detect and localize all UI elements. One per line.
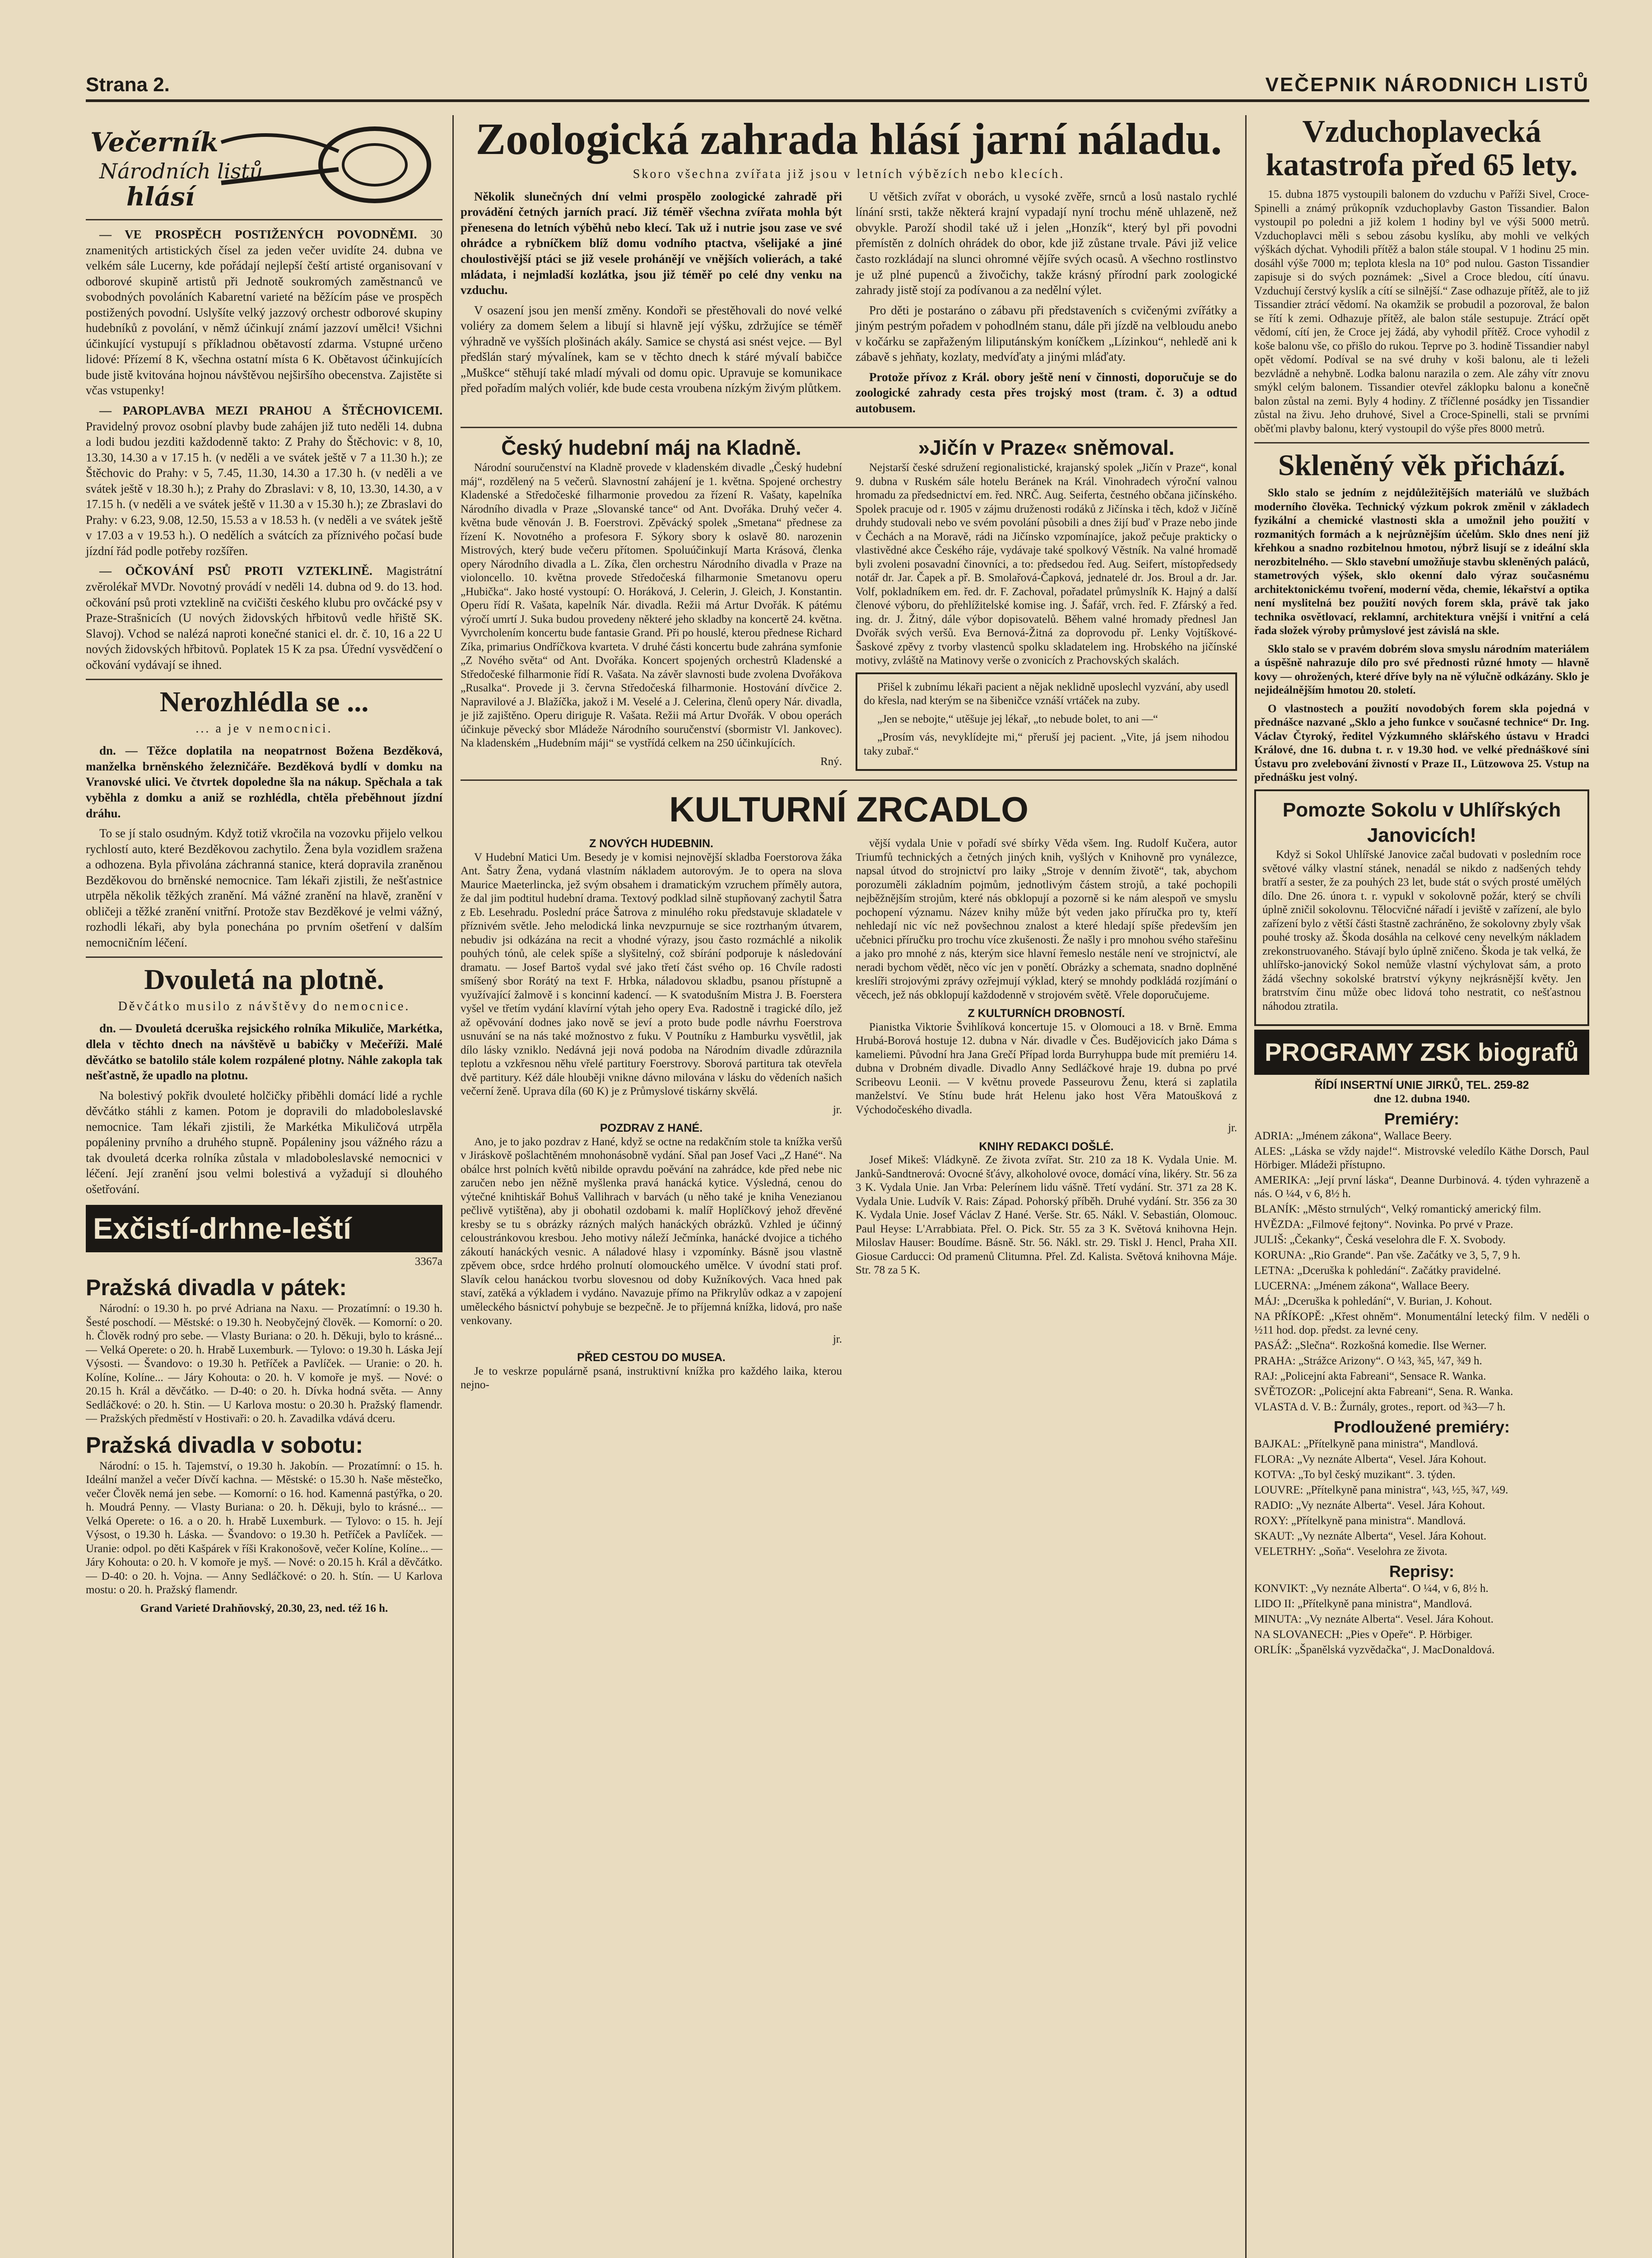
cinema-listing: ADRIA: „Jménem zákona“, Wallace Beery. (1254, 1130, 1452, 1143)
divider (86, 956, 442, 958)
ad-code: 3367a (414, 1255, 442, 1268)
prodlouzene-head: Prodloužené premiéry: (1333, 1418, 1510, 1437)
cinema-listing: LUCERNA: „Jménem zákona“, Wallace Beery. (1254, 1280, 1470, 1292)
cinema-listing: BLANÍK: „Město strnulých“, Velký romantický americký film. (1254, 1203, 1541, 1216)
headline-dvouleta: Dvouletá na plotně. (144, 963, 384, 996)
reprisy-head: Reprisy: (1389, 1562, 1455, 1581)
joke-line: „Jen se nebojte,“ utěšuje jej lékař, „to nebude bolet, to ani —“ (877, 713, 1158, 725)
kz-para: Josef Mikeš: Vládkyně. Ze života zvířat. Str. 210 za 18 K. Vydala Unie. M. Janků-Sandtnerová: Ovocné šťávy, alkoholové ovoce, domácí vína, likéry. Str. 56 za 3 K. Vydala Unie. Jan Vrba: Pelerínem lidu vášně. Třetí vydání. Str. 371 za 28 K. Vydala Unie. Ludvík V. Rais: Západ. Pohorský příběh. Druhé vydání. Str. 356 za 30 K. Vydala Unie. Josef Václav Z Hané. Verše. Str. 65. Nákl. V. Sebastián, Olomouc. Paul Heyse: L'Arrabbiata. Přel. O. Pick. Str. 55 za 3 K. Světová knihovna Hejn. Miloslav Hauser: Boudíme. Básně. Str. 56. Nákl. str. 29. Tiskl J. Hencl, Praha XII. Giosue Carducci: Od pramenů Clitumna. Přel. Zd. Kalista. Světová knihovna Máje. Str. 78 za 5 K. (856, 1154, 1237, 1277)
column-left (86, 115, 442, 1620)
premiery-list (1254, 1129, 1589, 1414)
cinema-listing: JULIŠ: „Čekanky“, Česká veselohra dle F. X. Svobody. (1254, 1234, 1506, 1246)
kulturni-zrcadlo (461, 837, 1237, 1397)
dentist-joke-box (856, 672, 1237, 771)
cinema-listing: SVĚTOZOR: „Policejní akta Fabreani“, Sena. R. Wanka. (1254, 1386, 1513, 1398)
headline-nerozhledla: Nerozhlédla se ... (159, 686, 369, 718)
sokol-box (1254, 789, 1589, 1026)
kz-col-b (856, 837, 1237, 1397)
cinema-listing: LIDO II: „Přítelkyně pana ministra“, Mandlová. (1254, 1598, 1472, 1610)
item-ockovani (86, 563, 442, 672)
cinema-listing: RAJ: „Policejní akta Fabreani“, Sensace R. Wanka. (1254, 1370, 1486, 1383)
cinema-listing: NA PŘÍKOPĚ: „Křest ohněm“. Monumentální letecký film. V neděli o ½11 hod. dop. předst. za levné ceny. (1254, 1311, 1589, 1337)
programy-banner: PROGRAMY ZSK biografů (1254, 1030, 1589, 1075)
programy-sub: ŘÍDÍ INSERTNÍ UNIE JIRKŮ, TEL. 259-82 (1314, 1079, 1529, 1092)
middle-articles (461, 434, 1237, 773)
theatre-friday-list: Národní: o 19.30 h. po prvé Adriana na Naxu. — Prozatímní: o 19.30 h. Šesté poschodí. — Městské: o 19.30 h. Neobyčejný člověk. — Komorní: o 20. h. Člověk rodný pro sebe. — Vlasty Buriana: o 20. h. Děkuji, bylo to krásné... — Velká Operete: o 20. h. Hrabě Luxemburk. — Tylovo: o 19.30 h. Láska Její Výsosti. — Švandovo: o 19.30 h. Petříček a Pavlíček. — Uranie: o 20. h. Kolíne, Kolíne... — Járy Kohouta: o 20. h. V komoře je myš. — Nové: o 20.15 h. Král a děvčátko. — D-40: o 20. h. Dívka hodná světa. — Anny Sedláčkové: o 20. h. Stin. — U Karlova mostu: o 20.30 h. Pražský flamendr. — Pražských předměstí v Hostivaři: o 20. h. Zavadilka vdává dceru. (86, 1302, 442, 1425)
cinema-listing: SKAUT: „Vy neznáte Alberta“, Vesel. Jára Kohout. (1254, 1530, 1487, 1543)
kz-para: vější vydala Unie v pořadí své sbírky Věda všem. Ing. Rudolf Kučera, autor Triumfů technických a četných jiných knih, vyšlých v Knihovně pro vynálezce, napsal útvod do strojnictví pro laiky „Stroje v denním životě“, tak, abychom porozuměli základním pojmům, jednotlivým částem strojů, a také pochopili nejběžnějším strojům, které nás obklopují a pozorně si ke nám alespoň ve smyslu pochopení významu. Název knihy může být veden jako příručka pro ty, kteří nehledají nic víc než povšechnou znalost a které hledají spíše především jen učebnici příručku pro trochu více zkušenosti. Že našly i pro mnohou svého stařešinu a jako pro mnohé z nás, kterým sice hlavní řemeslo nestále není ve strojnictví, ale neradi bychom vědět, něco víc jen v ponětí. Obrázky a schemata, snadno doplněné kreslíři strojovými zprávy ozřejmují výklad, který se mnohdy podkládá rozjímání o věcech, jež nás obklopují každodenně v strojovém světě. Vřele doporučujeme. (856, 837, 1237, 1001)
cinema-listing: VLASTA d. V. B.: Žurnály, grotes., report. od ¾3—7 h. (1254, 1401, 1506, 1414)
theatre-friday-title: Pražská divadla v pátek: (86, 1275, 347, 1301)
article-body: Když si Sokol Uhlířské Janovice začal budovati v posledním roce světové války vlastní stánek, nenadál se nikdo z nadšených tehdy bratří a sester, že za pouhých 23 let, bude stát o svých prosté umělých dílo. Dne 26. února t. r. vypukl v sokolovně požár, který se chvíli úplně zničil sokolovnu. Tělocvičné nářadí i jeviště v zařízení, ale bylo zařízení bylo z větší části štastně zachráněno, že sokolovny zbyly však pouhé trosky až. Škoda dosáhla na celkové ceny nevelkým nákladem zrekonstruovaného. Stávají bylo úplně zničeno. Škoda je tak velká, že uhlířsko-janovický Sokol nemůže vlastní výchylovat sám, a proto žádá všechny sokolské bratrství výkyny nejkrásnější květy. Jen bratrstvím činu může obec lidová toho nestratit, co nešťastnou náhodou ztratila. (1262, 849, 1582, 1012)
cinema-listing: MINUTA: „Vy neznáte Alberta“. Vesel. Jára Kohout. (1254, 1613, 1494, 1626)
programy-date: dne 12. dubna 1940. (1373, 1092, 1470, 1105)
zoo-subheadline: Skoro všechna zvířata již jsou v letních výbězích nebo klecích. (633, 167, 1065, 181)
item-paroplavba (86, 403, 442, 559)
kz-section-head: PŘED CESTOU DO MUSEA. (577, 1351, 726, 1364)
headline-zoo: Zoologická zahrada hlásí jarní náladu. (475, 114, 1222, 164)
column-right (1254, 115, 1589, 1659)
zoo-col-b (856, 189, 1237, 421)
ex-advertisement: Exčistí-drhne-leští (86, 1205, 442, 1252)
divider (461, 427, 1237, 428)
item-title: — VE PROSPĚCH POSTIŽENÝCH POVODNĚMI. (99, 228, 417, 241)
divider (86, 679, 442, 680)
running-header (86, 72, 1589, 102)
item-title: — PAROPLAVBA MEZI PRAHOU A ŠTĚCHOVICEMI. (99, 404, 442, 418)
signature: jr. (833, 1103, 842, 1116)
cinema-listing: FLORA: „Vy neznáte Alberta“, Vesel. Jára Kohout. (1254, 1453, 1486, 1466)
article-body: 15. dubna 1875 vystoupili balonem do vzduchu v Paříži Sivel, Croce-Spinelli a známý průkopník vzduchoplavby Gaston Tissandier. Balon vystoupil po poledni a již kolem 1 hodiny byl ve výši 5000 metrů. Vzduchoplavci měli s sebou zásobu kyslíku, aby mohli ve velkých výškách dýchat. Vyhodili přítěž a balon stále stoupal. V 1 hodinu 25 min. dosáhl výše 7000 m; teplota klesla na 10° pod nulou. Gaston Tissandier zapisuje si do svých poznámek: „Sivel a Croce bledou, cítí únavu. Vzduchují čerstvý kyslík a cítí se silnější.“ Zase odhazuje přítěž, ale to již Tissandier ztrácí vědomí. Na okamžik se probudil a pozoroval, že balon se řítí k zemi. Odhazuje přítěž, ale balon stále sestupuje. Ztrácí opět vědomí, cítí jen, že Croce jej žádá, aby vyhodil přítěž. Croce vyhodil z koše balonu vše, co přišlo do rukou. Teprve po 3. hodině Tissandier nabyl opět vědomí. Podíval se na své druhy v koši balonu, ale ti leželi bezvládně a nehybně. Lodka balonu narazila o zem. Ale záhy vítr znovu smýkl celým balonem. Tissandier otevřel záklopku balonu a konečně balon zůstal na zemi. Byly 4 hodiny. Z tříčlenné posádky jen Tissandier zůstal na živu. Jeho druhové, Sivel a Croce-Spinelli, stali se prvními oběťmi plavby balonu, který vystoupil do výše přes 8000 metrů. (1254, 188, 1589, 435)
cinema-listing: VELETRHY: „Soňa“. Veselohra ze života. (1254, 1545, 1447, 1558)
article-lead: dn. — Těžce doplatila na neopatrnost Božena Bezděková, manželka brněnského železničáře. Bezděková bydlí v domku na Vranovské ulici. Ve čtvrtek dopoledne šla na nákup. Spěchala a tak vyběhla z domku a aniž se rozhlédla, chtěla přeběhnout jízdní dráhu. (86, 744, 442, 820)
vecernik-hlasi-logo (86, 115, 442, 220)
theatre-saturday-title: Pražská divadla v sobotu: (86, 1432, 363, 1458)
headline-sokol: Pomozte Sokolu v Uhlířských Janovicích! (1282, 798, 1561, 847)
item-body: Magistrátní zvěrolékař MVDr. Novotný provádí v neděli 14. dubna od 9. do 13. hod. očkování psů proti vzteklině na cvičišti českého klubu pro ovčácké psy v Praze-Strašnicích (U nových židovských hřbitovů vedle hřiště SK. Slavoj). Vchod se nalézá naproti konečné stanici el. dr. č. 10, 16 a 22 U nových židovských hřbitovů. Poplatek 15 K za psa. Úřední vysvědčení o očkování vydávají se ihned. (86, 564, 442, 672)
kz-para: Ano, je to jako pozdrav z Hané, když se octne na redakčním stole ta knížka veršů v Jiráskově pošlachtěném mnohonásobně vydání. Sňal pan Josef Vaci „Z Hané“. Na obálce hrst polních květů nibilde opravdu poěvání na zahrádce, kde před nebe nic zaručen nebo jen něžně myšlenka pravá hanácká kytice. Výsledná, cenou do výtečné knihtiskář Bohuš Vallihrach v barvách (u něho také je kniha Venezianou pečlivě vytištěna), aby ji obohatil ozdobami k. malíř Hoplíčkový jehož dřevěné kresby se tu s obrázky rázných malých hanáckých obrázků. Vzhled je účinný celoustránkovou kresbou. Jeho motivy náleží Ječmínka, hanácké dvojice a tichého zákoutí hanáckých vesnic. A náladové hlasy i vzpomínky. Básně jsou vlastně zpěvem obce, srdce hrdého prolnutí olomouckého umělce. V úvodní stati prof. Slavík celou hanáckou tvorbu slovesnou od doby Kužníkových. Vaca hned pak staví, zatěká a výkladem i vydáno. Navazuje přímo na Přikrylův odkaz a v zapojení uměleckého básnictví pohybuje se bezpečně. Je to příjemná knížka, lidová, pro naše venkovany. (461, 1135, 842, 1327)
subheadline: ... a je v nemocnici. (195, 721, 333, 736)
joke-line: „Prosím vás, nevyklídejte mi,“ přeruší jej pacient. „Vite, já jsem nihodou taky zubař.“ (864, 731, 1229, 757)
article-body: Sklo stalo se v pravém dobrém slova smyslu národním materiálem a úspěšně nahrazuje dílo pro své přednosti různé hmoty — hlavně kovy — ohrožených, které dříve byly na ně výlučně odkázány. Sklo je nejideálnějším hmotou 20. století. (1254, 643, 1589, 697)
variete-notice: Grand Varieté Drahňovský, 20.30, 23, ned. též 16 h. (140, 1602, 388, 1614)
joke-text: Přišel k zubnímu lékaři pacient a nějak neklidně uposlechl vyzvání, aby usedl do křesla, nad kterým se na šibeničce vznáší vrtáček na zuby. (864, 681, 1229, 707)
cinema-listing: ORLÍK: „Španělská vyzvědačka“, J. MacDonaldová. (1254, 1644, 1495, 1656)
theatre-saturday-list: Národní: o 15. h. Tajemství, o 19.30 h. Jakobín. — Prozatímní: o 15. h. Ideální manžel a večer Dívčí kachna. — Městské: o 15.30 h. Naše městečko, večer Člověk nemá jen sebe. — Komorní: o 16. hod. Kamenná pastýřka, o 20. h. Moudrá Penny. — Vlasty Buriana: o 20. h. Děkuji, bylo to krásné... — Velká Operete: o 16. a o 20. h. Hrabě Luxemburk. — Tylovo: o 15. h. Její Výsost, o 19.30 h. Láska. — Švandovo: o 19.30 h. Petříček a Pavlíček. — Uranie: odpol. po děti Kašpárek v říši Krakonošově, večer Kolíne, Kolíne... — Járy Kohouta: o 20. h. V komoře je myš. — Nové: o 20.15 h. Král a děvčátko. — D-40: o 20. h. Vojna. — Anny Sedláčkové: o 20. h. Stín. — U Karlova mostu: o 20. h. Pražský flamendr. (86, 1460, 442, 1596)
cinema-listing: KONVIKT: „Vy neznáte Alberta“. O ¼4, v 6, 8½ h. (1254, 1582, 1489, 1595)
cinema-listing: ALES: „Láska se vždy najde!“. Mistrovské veledílo Käthe Dorsch, Paul Hörbiger. Mládeži přístupno. (1254, 1145, 1589, 1171)
article-body: Sklo stalo se jedním z nejdůležitějších materiálů ve službách moderního člověka. Technický výzkum pokrok změnil v základech fyzikální a chemické vlastnosti skla a umožnil jeho použití v rozmanitých formách a k nejrůznějším účelům. Sklo dnes není již křehkou a snadno rozbitelnou hmotou, nýbrž lisují se z ideální skla nerozbitelného. — Sklo stavební umožňuje stavbu skleněných paláců, stametrových výšek, sklo okenní dalo výraz současnému architektonickému tvoření, moderní věda, chemie, lékařství a optika není myslitelná bez použití nových forem skla, právě tak jako technika osvětlovací, reklamní, architektura vnější i vnitřní a celá řada složek výroby průmyslové jest závislá na skle. (1254, 487, 1589, 637)
kz-section-head: KNIHY REDAKCI DOŠLÉ. (979, 1140, 1114, 1153)
zoo-para: V osazení jsou jen menší změny. Kondoři se přestěhovali do nové velké voliéry za domem šelem a libují si hlavně její výšku, zdržujíce se téměř výhradně ve vyšších plošinách akály. Samice se chystá asi snést vejce. — Byl předšlán starý mývalínek, kam se v těchto dnech k stáré mývalí babičce „Muškce“ stěhují také mladí mývali od domu opic. Upravuje se komunikace před pořadím malých voliér, kde bude cesta vroubena nízkým živým plůtkem. (461, 303, 842, 395)
zoo-para: Pro děti je postaráno o zábavu při představeních s cvičenými zvířátky a jiným pestrým pořadem v pohodlném stanu, dále při jízdě na velbloudu anebo v kočárku se zapřaženým liliputánským koníčkem „Lízinkou“, nehledě ani k zábavě s jehňaty, kozlaty, medvíďaty a jinými mláďaty. (856, 303, 1237, 364)
zoo-para: Několik slunečných dní velmi prospělo zoologické zahradě při provádění četných jarních prací. Již téměř všechna zvířata mohla být přenesena do letních výběhů nebo klecí. Tak už i nutrie jsou zase ve své ohrádce a rybníčkem blíž domu vodního ptactva, všelijaké a jiné choulostivější ptáci se již vesele prohánějí ve vnějších volierách, a také mládata, i nejmladší kozlátka, jsou již téměř po celé dny venku na vzduchu. (461, 189, 842, 297)
cinema-listing: LETNA: „Dceruška k pohledání“. Začátky pravidelné. (1254, 1264, 1501, 1277)
signature: jr. (1228, 1122, 1237, 1134)
page-number: Strana 2. (86, 74, 170, 96)
cinema-listing: KOTVA: „To byl český muzikant“. 3. týden. (1254, 1469, 1456, 1481)
article-body: To se jí stalo osudným. Když totiž vkročila na vozovku přijelo velkou rychlostí auto, které Bezděkovou zachytilo. Žena byla vozidlem sražena a odhozena. Byla přivolána záchranná stanice, která dopravila zraněnou Bezděkovou do brněnské nemocnice. Tam lékaři zjistili, že nešťastnice utrpěla několik těžkých zranění. Má vážné zranění na hlavě, zranění v obličeji a těžké zranění vnitřní. Protože stav Bezděkové je velmi vážný, rozhodli lékaři, aby byla ponechána po prvním ošetření v dalším nemocničním léčení. (86, 826, 442, 949)
article-body: Na bolestivý pokřik dvouleté holčičky přiběhli domácí lidé a rychle děvčátko stáhli z kamen. Potom je dopravili do mladoboleslavské nemocnice. Tam lékaři zjistili, že Markétka Mikuličová utrpěla popáleniny prvního a druhého stupně. Popáleniny jsou vážného rázu a tak dvouletá dcerka rolníka zůstala v mladoboleslavské nemocnici v léčení. Její zranění jsou velmi bolestivá a vyžadují si dlouhého ošetřování. (86, 1088, 442, 1196)
kz-col-a (461, 837, 842, 1397)
signature: Rný. (820, 755, 842, 768)
prodlouzene-list (1254, 1437, 1589, 1558)
kz-section-head: POZDRAV Z HANÉ. (600, 1122, 703, 1135)
headline-sklo: Skleněný věk přichází. (1278, 449, 1566, 482)
subheadline: Děvčátko musilo z návštěvy do nemocnice. (118, 999, 410, 1013)
divider (461, 779, 1237, 781)
zoo-para: U většich zvířat v oborách, u vysoké zvěře, srnců a losů nastalo rychlé línání srsti, takže některá krajní vypadají nyní trochu méně uhlazeně, než obvykle. Paroží shodil také už i jelen „Honzík“, který byl při povodni přemístěn z dolních ohrádek do obor, kde již zůstane trvale. Pávi již velice často rozkládají na slunci ohromné vějíře svých ocasů. A všechno rostlinstvo je už plné pupenců a živočichy, takže krásný přírodní park zoologické zahrady jistě stojí za podívanou a za nedělní výlet. (856, 189, 1237, 297)
cinema-listing: PRAHA: „Strážce Arizony“. O ¼3, ¾5, ¼7, ¾9 h. (1254, 1355, 1482, 1367)
article-body: O vlastnostech a použití novodobých forem skla pojedná v přednášce nazvané „Sklo a jeho funkce v současné technice“ Dr. Ing. Václav Čtyroký, ředitel Výzkumného sklářského ústavu v Hradci Králové, dne 16. dubna t. r. v 19.30 hod. ve velké přednáškové síni Ústavu pro zvelebování živností v Praze II., Lützowova 25. Vstup na přednášku jest volný. (1254, 702, 1589, 784)
article-body: Nejstarší české sdružení regionalistické, krajanský spolek „Jičín v Praze“, konal 9. dubna v Ruském sále hotelu Beránek na Král. Vinohradech výroční valnou hromadu za předsednictví em. řed. NRČ. Aug. Seiferta, čestného občana jičínského. Spolek pracuje od r. 1905 v zájmu druženosti rodáků z Jičínska i těch, kdož v Jičíně druhdy studovali nebo ve svém povolání působili a dnes žijí buď v Praze nebo jinde v Čechách a na Moravě, rádi na Jičínsko vzpomínajíce, jakož pečuje prakticky o vlastivědné akce Českého ráje, vydávaje také spolkový Věstník. Na valné hromadě byli zvoleni posavadní činovníci, a to: předsedou řed. Aug. Seifert, místopředsedy notář dr. Jar. Čapek a př. B. Smolařová-Čapková, jednatelé dr. Jos. Broul a dr. Jar. Volf, pokladníkem em. řed. dr. F. Zachoval, pořadatel průmyslník K. Hajný a další členové výboru, do přehlížitelské komise ing. J. Šafář, vrch. řed. F. Zfárský a řed. ing. dr. J. Žitný, dále výbor dopisovatelů. Během valné hromady přednesl Jan Dvořák svých veršů. Eva Bernová-Žitná za doprovodu př. Lenky Vojtíškové-Šaskové zpěvy z tvorby vlastenců spolku skladatelem ing. Hrobského na jičínské motivy, zvláště na Matinovy verše o zvonicích z Prachovských skalách. (856, 462, 1237, 667)
cinema-listing: PASÁŽ: „Slečna“. Rozkošná komedie. Ilse Werner. (1254, 1339, 1487, 1352)
premiery-head: Premiéry: (1384, 1110, 1460, 1129)
zoo-para: Protože přívoz z Král. obory ještě není v činnosti, doporučuje se do zoologické zahrady cesta přes trojský most (tram. č. 3) a odtud autobusem. (856, 370, 1237, 415)
cinema-listing: RADIO: „Vy neznáte Alberta“. Vesel. Jára Kohout. (1254, 1499, 1485, 1512)
zoo-article (461, 189, 1237, 421)
cinema-listing: AMERIKA: „Její první láska“, Deanne Durbinová. 4. týden vyhrazeně a nás. O ¼4, v 6, 8½ h. (1254, 1174, 1589, 1200)
cinema-listing: HVĚZDA: „Filmové fejtony“. Novinka. Po prvé v Praze. (1254, 1218, 1513, 1231)
cinema-listing: LOUVRE: „Přítelkyně pana ministra“, ¼3, ½5, ¾7, ¼9. (1254, 1484, 1508, 1497)
article-body: Národní souručenství na Kladně provede v kladenském divadle „Český hudební máj“, rozdělený na 5 večerů. Slavnostní zahájení je 1. května. Spojené orchestry Kladenské a Středočeské filharmonie provedou za řízení R. Vašaty, kapelníka Národního divadla v Praze „Slovanské tance“ od Ant. Dvořáka. Druhý večer 4. května bude věnován J. B. Foerstrovi. Zpěvácký spolek „Smetana“ přednese za řízení K. Novotného a profesora F. Sýkory sbory k oslavě 80. narozenin Mistrových, který bude večeru přítomen. Spoluúčinkují Marta Krásová, členka opery Národního divadla a L. Zíka, člen orchestru Národního divadla v Praze na violoncello. 10. května provede Středočeská filharmonie Smetanovu operu „Hubička“. Jako hosté vystoupí: O. Horáková, J. Celerin, J. Gleich, J. Konstantin. Operu řídí R. Vašata, kapelník Nár. divadla. Režii má Artur Dvořák. K pátému výročí umrtí J. Suka budou provedeny některé jeho skladby na koncertě 24. května. Vyvrcholením koncertu bude fantasie Grand. Při po houslé, kterou přednese Richard Zíka, primarius Ondříčkova kvarteta. V druhé části koncertu bude zahrána symfonie „Z Nového světa“ od Ant. Dvořáka. Koncert spojených orchestrů Kladenské a Středočeské filharmonie řídí R. Vašata. Na závěr slavnosti bude zvolena Dvořákova „Rusalka“. Provede ji 3. června Středočeská filharmonie. Hostování dívčice 2. Napravilové a J. Blažíčka, jakož i M. Veselé a J. Celerina, členů opery Nár. divadla, je již zajištěno. Operu diriguje R. Vašata. Režii má Artur Dvořák. V obou operách účinkuje pěvecký sbor Mládeže Národního souručenství (sbormistr Vl. Jankovec). Na kladenském „Hudebním máji“ se vystřídá celkem na 250 účinkujících. (461, 462, 842, 750)
signature: jr. (833, 1333, 842, 1345)
cinema-listing: NA SLOVANECH: „Pies v Opeře“. P. Hörbiger. (1254, 1628, 1473, 1641)
cinema-listing: ROXY: „Přítelkyně pana ministra“. Mandlová. (1254, 1515, 1466, 1527)
gramophone-logo-icon (86, 115, 442, 215)
kz-para: V Hudební Matici Um. Besedy je v komisi nejnovější skladba Foerstorova žáka Ant. Šatry Žena, vydaná vlastním nákladem autorovým. Je to opera na slova Maurice Maeterlincka, jež svým obsahem i dramatickým vzruchem příměly autora, že dal jim podtitul hudební drama. Textový podklad silně stupňovaný zachytil Šatra z Eb. Lesehradu. Poslední práce Šatrova z minulého roku představuje skladatele v příznivém světle. Jeho melodická linka nevzpurnuje se sice roztrhaným útvarem, nebudiv jsi odkázána na recit a vhodné výrazy, jsou často rozmáchlé a nikolik pouhých tónů, ale celek spíše a slyšitelný, což sbírání podporuje k následování dramatu. — Josef Bartoš vydal své jako třetí část svého op. 16 Chvíle radosti smíšený sbor Rorátý na text F. Hrbka, náladovou skladbu, psanou přístupně a využívající žalmově i s koncinní kadencí. — K svatodušním Mistra J. B. Foerstera vyšel ve třetím vydání klavírní výtah jeho opery Eva. Radostně i tragické dílo, jež až opěvování dodnes jako nově se jeví a proto bude podle návrhu Foerstrova usnuvání se na nás také možnostvo z fuku. V Poutníku z Hamburku vysvětlil, jak dílo lásky vzniklo. Nedávná jeji nová podoba na Národním divadle zdůraznila teplotu a vzkřesnou něhu vřelé partitury Foerstrovy. Sborová partitura tak otevřela dvě partitury. Kéž dále hlouběji vnikne dávno milována v lásku do vědeních našich večerní ženě. Uprava díla (60 K) je z Průmyslové tiskárny skvělá. (461, 851, 842, 1098)
headline-kulturni-zrcadlo: KULTURNÍ ZRCADLO (669, 789, 1028, 830)
column-middle (461, 115, 1237, 1397)
column-rule (452, 115, 454, 2258)
item-body: 30 znamenitých artistických čísel za jeden večer uvidíte 24. dubna ve velkém sále Lucerny, kde pořádají nejlepší čeští artisté organisovaní v odborové skupině artistů při Jednotě soukromých zaměstnanců ve svobodných povoláních Kabaretní varieté na běžícím páse ve prospěch postižených povodní. Uslyšíte velký jazzový orchestr odborové skupiny hudebníků z povolání, v němž účinkují známí jazzoví umělci! Všichni účinkující vystupují s příkladnou obětavostí zdarma. Vstupné určeno lidové: Přízemí 8 K, všechna ostatní místa 6 K. Obětavost účinkujících bude jistě kvitována hojnou návštěvou nejširšího obecenstva. Zajistěte si včas vstupenky! (86, 228, 443, 397)
headline-vzduchoplavecka: Vzduchoplavecká katastrofa před 65 lety. (1266, 114, 1578, 182)
item-title: — OČKOVÁNÍ PSŮ PROTI VZTEKLINĚ. (99, 564, 372, 578)
item-povodne (86, 227, 442, 398)
kz-section-head: Z NOVÝCH HUDEBNIN. (589, 837, 713, 850)
divider (1254, 442, 1589, 443)
cinema-listing: MÁJ: „Dceruška k pohledání“, V. Burian, J. Kohout. (1254, 1295, 1492, 1308)
article-lead: dn. — Dvouletá dceruška rejsického rolníka Mikuliče, Markétka, dlela v těchto dnech na návštěvě u babičky v Mečeříži. Malé děvčátko se batolilo stále kolem rozpálené plotny. Náhle zakopla tak nešťastně, že upadlo na plotnu. (86, 1022, 442, 1082)
reprisy-list (1254, 1582, 1589, 1657)
svg-text:Večerník: Večerník (90, 127, 219, 158)
cinema-listing: BAJKAL: „Přítelkyně pana ministra“, Mandlová. (1254, 1438, 1478, 1451)
item-body: Pravidelný provoz osobní plavby bude zahájen již tuto neděli 14. dubna a lodi budou jezditi každodenně takto: Z Prahy do Štěchovic: v 8, 10, 13.30, 14.30 a v 17.15 h. (v neděli a ve svátek ještě v 7 a 11.30 h.); ze Štěchovic do Prahy: v 5, 7.45, 11.30, 14.30 a 17.30 h. (v neděli a ve svátek ještě v 18.30 h.); z Prahy do Zbraslavi: v 8, 10, 13.30, 14.30, a v 17.15 h. (v neděli a ve svátek ještě v 11.30 a v 15.30 h.); ze Zbraslavi do Prahy: v 6.23, 9.08, 12.50, 15.53 a v 18.53 h. (v neděli a ve svátek ještě v 17.03 a v 19.53 h.). O nedělích a svátcích za příznivého počasí bude jízdní řád podle potřeby rozšířen. (86, 419, 442, 558)
kladno-article (461, 434, 842, 773)
kz-para: Pianistka Viktorie Švihlíková koncertuje 15. v Olomouci a 18. v Brně. Emma Hrubá-Borová hostuje 12. dubna v Nár. divadle v Čes. Budějovicích jako Dáma s kameliemi. Původní hra Jana Grečí Případ lorda Burryhuppa bude mít premiéru 14. dubna v Drobném divadle. Divadlo Anny Sedláčkové hraje 19. dubna po prvé Scribeovu Leonii. — V květnu provede Passeurovu Ženu, která si zaplatila manželství. Ve Stínu bude hrát Helenu jako host Věra Matoušková z Východočeského divadla. (856, 1021, 1237, 1116)
svg-text:hlásí: hlásí (126, 182, 195, 212)
headline-kladno: Český hudební máj na Kladně. (501, 436, 801, 460)
jicin-article (856, 434, 1237, 773)
svg-text:Národních listů: Národních listů (99, 159, 263, 183)
zoo-col-a (461, 189, 842, 421)
column-rule (1245, 115, 1247, 2258)
cinema-listing: KORUNA: „Rio Grande“. Pan vše. Začátky ve 3, 5, 7, 9 h. (1254, 1249, 1521, 1262)
kz-section-head: Z KULTURNÍCH DROBNOSTÍ. (968, 1007, 1125, 1020)
kz-para: Je to veskrze populárně psaná, instruktivní knížka pro každého laika, kterou nejno- (461, 1365, 842, 1391)
paper-name: VEČEPNIK NÁRODNICH LISTŮ (1265, 74, 1589, 96)
headline-jicin: »Jičín v Praze« sněmoval. (918, 436, 1175, 460)
